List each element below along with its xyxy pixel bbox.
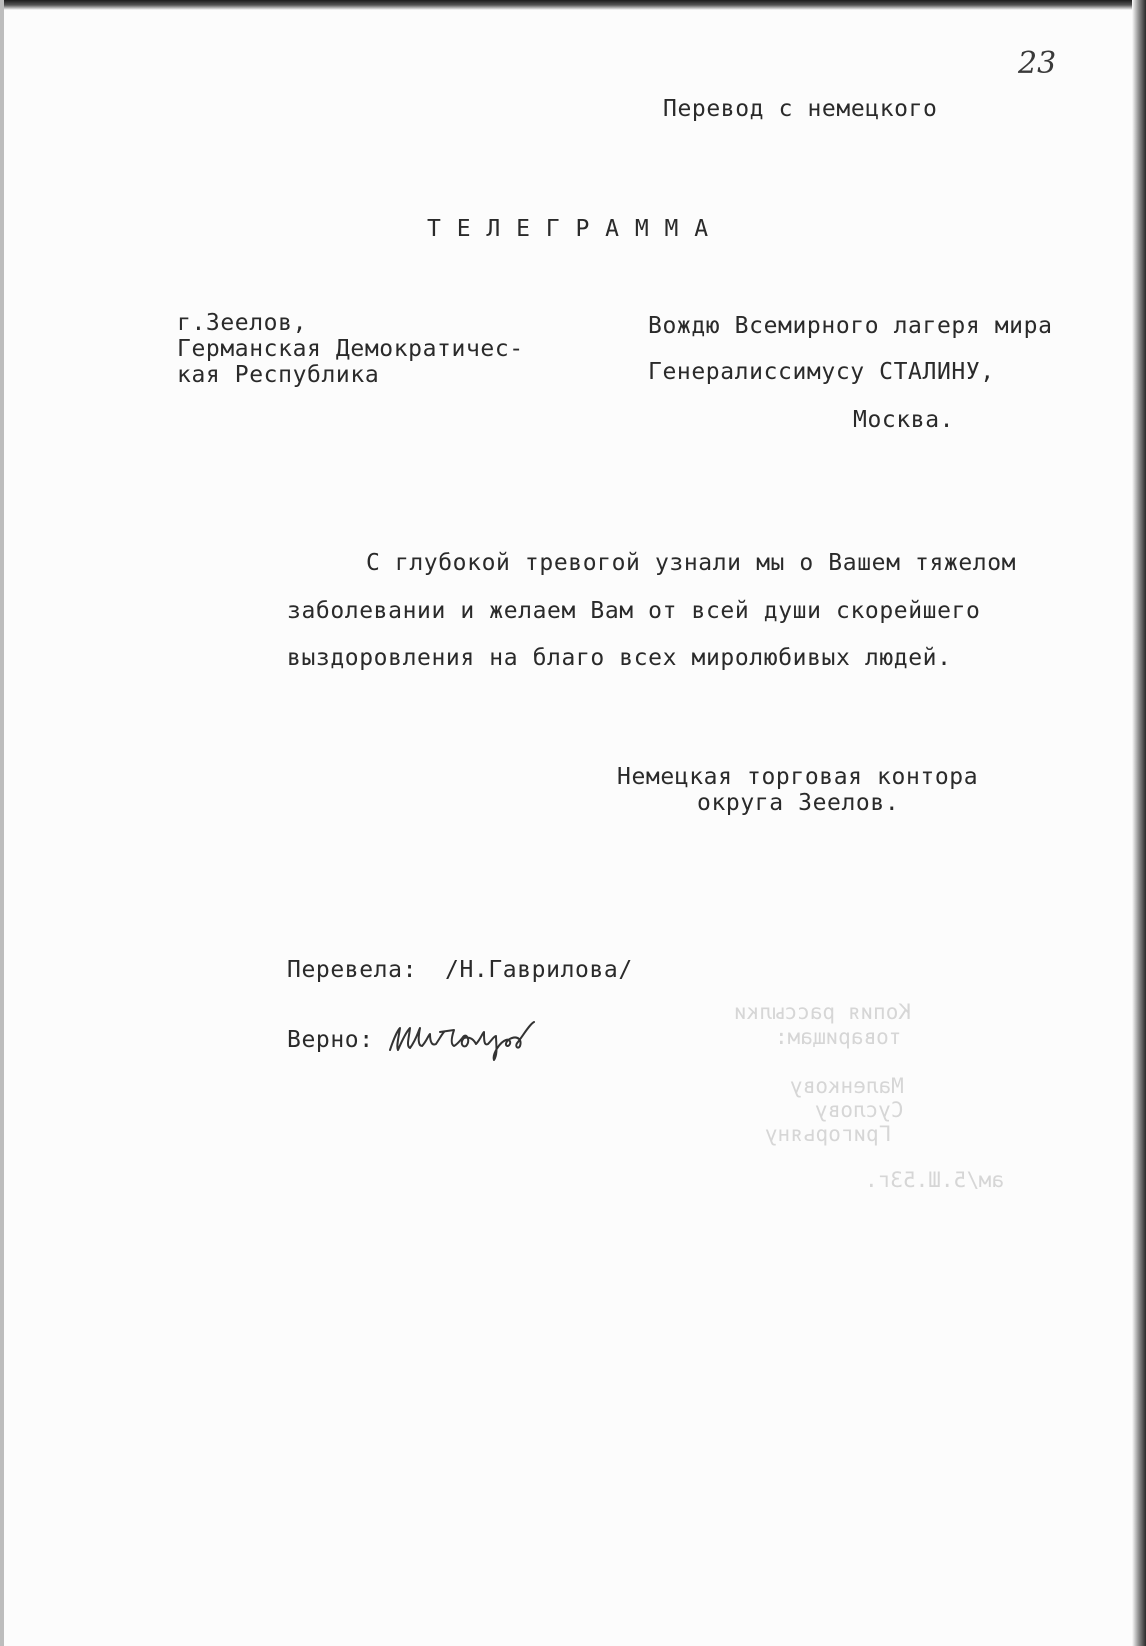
verified-label: Верно:	[287, 1027, 374, 1053]
page-number: 23	[1018, 46, 1057, 81]
sender-line: Германская Демократичес-	[177, 336, 524, 362]
translator-label: Перевела:	[287, 957, 418, 983]
translator-name: /Н.Гаврилова/	[445, 957, 633, 983]
bleed-line: Суслову	[815, 1098, 904, 1122]
scan-edge-right	[1132, 0, 1146, 1646]
recipient-line: Вождю Всемирного лагеря мира	[648, 313, 1053, 339]
bleed-line: товарищам:	[775, 1025, 902, 1049]
bleed-line: Григорьяну	[765, 1122, 892, 1146]
translation-note: Перевод с немецкого	[663, 96, 938, 122]
document-title: Т Е Л Е Г Р А М М А	[427, 216, 710, 242]
signature-line: округа Зеелов.	[697, 790, 900, 816]
body-line: заболевании и желаем Вам от всей души скорейшего	[287, 598, 981, 624]
sender-line: г.Зеелов,	[177, 310, 308, 336]
bleed-line: ам/5.Ш.53г.	[865, 1168, 1005, 1192]
bleed-line: Маленкову	[790, 1074, 904, 1098]
recipient-line: Генералиссимусу СТАЛИНУ,	[648, 359, 995, 385]
scan-edge-left	[0, 0, 4, 1646]
body-line: выздоровления на благо всех миролюбивых людей.	[287, 645, 952, 671]
sender-line: кая Республика	[177, 362, 380, 388]
signature-line: Немецкая торговая контора	[617, 764, 979, 790]
body-line: С глубокой тревогой узнали мы о Вашем тяжелом	[366, 550, 1017, 576]
bleed-line: Копия рассылки	[734, 1000, 912, 1024]
scan-edge-top	[0, 0, 1146, 10]
handwritten-signature	[384, 1016, 554, 1062]
recipient-line: Москва.	[853, 407, 955, 433]
